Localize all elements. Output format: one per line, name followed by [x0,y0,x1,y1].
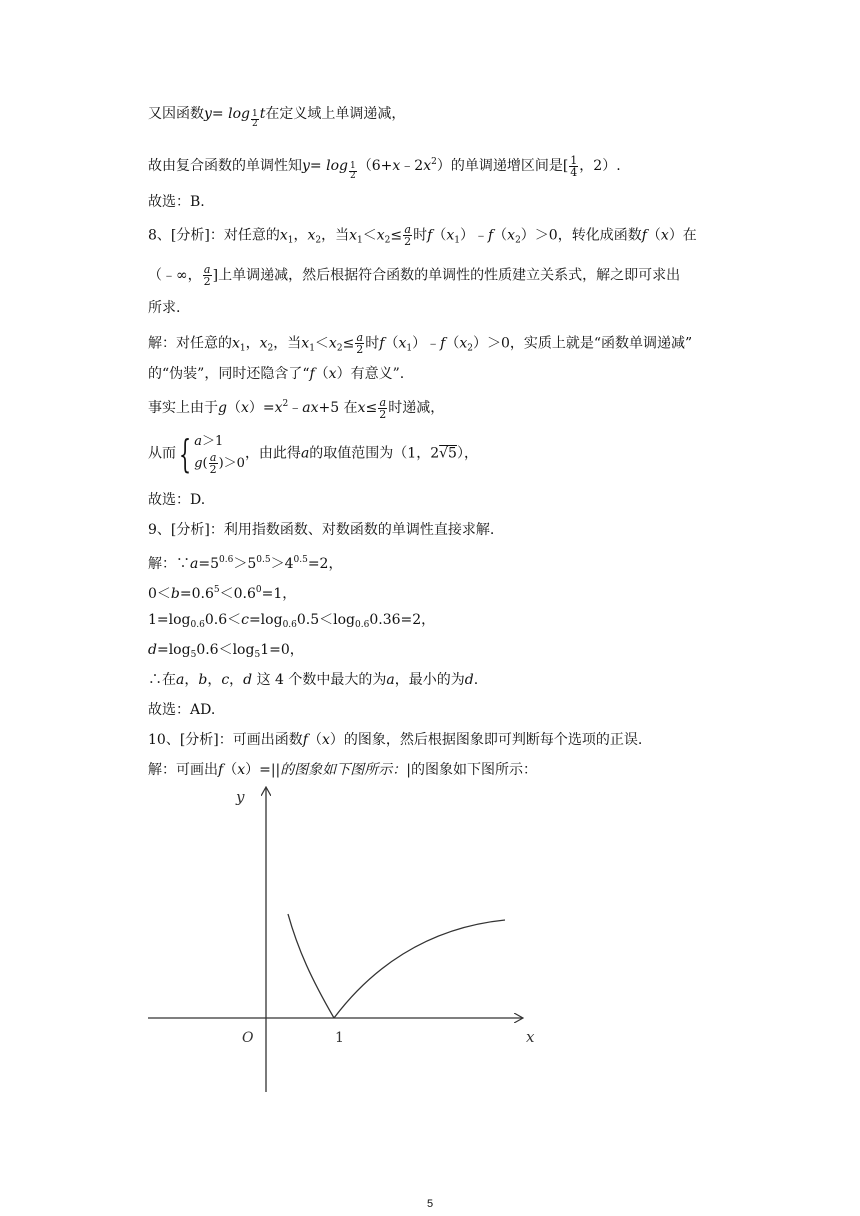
text: 这 4 个数中最大的为 [256,672,387,688]
subscript: 5 [190,650,197,660]
var-a: a [194,434,202,449]
var-a: a [190,556,199,572]
var-x: x [423,158,432,174]
line-15 [148,610,435,635]
text: =2， [307,556,343,572]
var-x: x [392,158,401,174]
line-1 [148,104,405,129]
var-x1: x [349,227,358,244]
text: 时 [413,227,428,244]
var-x1: x [446,227,455,244]
text: （ [223,762,238,778]
text: 时 [365,335,380,352]
var-x: x [237,762,246,778]
fraction-a-half [209,452,218,475]
text: = [211,106,229,122]
subscript: 2 [315,235,322,246]
var-f: f [427,227,433,244]
subscript: 1 [406,343,413,354]
text: （ [307,732,322,748]
var-x1: x [398,335,407,352]
denominator: 2 [251,119,258,129]
text: 0＜ [148,586,171,602]
text: ）﹣ [412,335,441,352]
text: ）=| [245,762,276,778]
line-6: 所求. [148,300,181,316]
line-13 [148,550,342,574]
text: ， [184,672,199,688]
text: 10、[分析]：可画出函数 [148,732,303,748]
text: （6+ [357,158,393,174]
text: = [309,158,327,174]
text: ， [207,672,222,688]
text: （﹣∞， [148,267,202,284]
text: ≤ [390,227,403,244]
subscript: 1 [287,235,294,246]
text: 0.6＜log [196,642,255,658]
line-17 [148,670,478,690]
sqrt-five: √5 [439,445,457,462]
text: =log [156,642,191,658]
system-row-1 [194,432,245,452]
line-20 [148,760,537,780]
var-x: x [310,400,319,416]
var-lgx: |的图象如下图所示： [275,762,407,778]
text: 8、[分析]：对任意的 [148,227,280,244]
text: ）， [456,445,478,462]
var-f: f [309,366,315,382]
curve-left-branch [288,914,334,1018]
var-x: x [328,366,337,382]
log-symbol: log [326,158,348,174]
var-x2: x [259,335,268,352]
text: （ [493,227,508,244]
numerator: 1 [349,161,356,171]
denominator: 2 [356,343,364,356]
text: ）在 [668,227,697,244]
var-x2: x [459,335,468,352]
subscript: 2 [267,343,274,354]
text: ≤ [342,335,355,352]
text: 时递减， [388,400,445,416]
var-b: b [170,586,180,602]
subscript: 1 [357,235,363,246]
var-f: f [379,335,385,352]
denominator: 2 [404,235,412,248]
exponent: 0.5 [256,555,271,565]
denominator: 2 [379,407,387,421]
numerator: 1 [570,153,578,167]
subscript: 0.6 [282,620,297,630]
text: 在定义域上单调递减， [265,106,406,122]
tick-label-one: 1 [335,1030,344,1046]
text: 事实上由于 [148,400,218,416]
var-d: d [243,672,253,688]
text: ）的图象，然后根据图象即可判断每个选项的正误. [329,732,643,748]
text: （ [445,335,460,352]
line-12: 9、[分析]：利用指数函数、对数函数的单调性直接求解. [148,522,495,538]
text: ）= [248,400,275,416]
line-14 [148,580,296,604]
var-g: g [194,456,203,471]
exponent: 2 [282,399,289,409]
text: 0.6＜ [204,612,242,628]
exponent: 5 [213,585,220,595]
fraction-a-half [203,264,212,287]
text: ）＞0，实质上就是“函数单调递减” [472,335,693,352]
line-5 [148,264,680,287]
text: ＜ [362,227,377,244]
text: （ [384,335,399,352]
var-x1: x [279,227,288,244]
text: ，由此得 [244,445,301,462]
function-graph [140,780,560,1100]
var-x: x [274,400,283,416]
line-4 [148,224,697,251]
left-brace-icon: { [179,431,192,476]
line-7 [148,332,692,359]
text: 的“伪装”，同时还隐含了“ [148,366,310,382]
var-t: t [259,106,266,122]
text: ]上单调递减，然后根据符合函数的单调性的性质建立关系式，解之即可求出 [212,267,681,284]
text: （ [432,227,447,244]
text: =1， [261,586,297,602]
var-d: d [148,642,157,658]
line-2 [148,152,621,181]
x-axis-label: x [526,1028,535,1046]
var-x: x [321,732,330,748]
text: ＜0.6 [219,586,256,602]
exponent: 2 [431,157,437,167]
numerator: a [356,331,364,344]
text: 1=log [148,612,191,628]
var-x2: x [376,227,385,244]
line-10 [148,432,478,475]
var-x: x [660,227,669,244]
var-c: c [221,672,230,688]
text: ﹣ [288,400,303,416]
var-y: y [302,158,310,174]
numerator: a [379,395,387,409]
text: 解：可画出 [148,762,218,778]
text: 0.36=2， [369,612,436,628]
text: 从而 [148,445,176,462]
subscript: 1 [239,343,246,354]
numerator: a [209,451,217,464]
subscript: 2 [336,343,343,354]
denominator: 2 [349,171,356,181]
log-symbol: log [228,106,250,122]
text: =log [248,612,283,628]
var-y: y [204,106,212,122]
text: ，最小的为 [394,672,465,688]
fraction-half [349,162,357,181]
text: 的取值范围为（1，2 [309,445,440,462]
fraction-half [251,110,259,129]
curve-right-branch [334,920,505,1018]
text: =0.6 [179,586,214,602]
fraction-a-half [355,332,364,355]
exponent: 0.6 [219,555,234,565]
text: )＞0 [218,456,245,471]
text: ，当 [273,335,302,352]
fraction-quarter [569,155,578,178]
subscript: 0.6 [190,620,205,630]
var-f: f [302,732,308,748]
text: 1=0， [260,642,304,658]
text: ）﹣ [459,227,488,244]
text: ）的单调递增区间是[ [436,158,569,174]
line-18: 故选：AD. [148,702,216,718]
var-g: g [218,400,227,416]
origin-label: O [242,1030,254,1046]
var-x1: x [232,335,240,352]
var-a: a [302,400,311,416]
line-19 [148,730,642,750]
text: |的图象如下图所示： [406,762,537,778]
subscript: 2 [467,343,473,354]
y-axis-label: y [236,788,245,806]
text: 故由复合函数的单调性知 [148,158,302,174]
text: ( [202,456,208,471]
var-a: a [386,672,395,688]
denominator: 4 [570,165,578,179]
var-x2: x [307,227,316,244]
system-row-2 [194,452,245,475]
text: ， [229,672,244,688]
var-x: x [240,400,249,416]
text: ，当 [321,227,350,244]
text: . [473,672,479,688]
text: ）有意义”. [336,366,405,382]
text: ∴在 [148,672,176,688]
fraction-a-half [403,224,412,247]
var-a: a [176,672,185,688]
text: =5 [198,556,219,572]
fraction-a-half [378,397,387,420]
inequality-system [194,432,245,475]
subscript: 2 [515,235,521,246]
subscript: 1 [309,343,315,354]
text: ≤ [365,400,378,416]
page-number: 5 [426,1198,434,1210]
subscript: 5 [254,650,261,660]
text: ，2）. [579,158,621,174]
text: （ [646,227,661,244]
denominator: 2 [203,275,211,288]
var-x: x [357,400,366,416]
text: 解：∵ [148,556,190,572]
text: （ [226,400,241,416]
text: ， [293,227,308,244]
exponent: 0.5 [293,555,308,565]
numerator: a [203,263,211,276]
numerator: 1 [251,109,258,119]
text: ＞5 [233,556,257,572]
denominator: 2 [209,463,217,476]
var-f: f [487,227,494,244]
text: ， [245,335,260,352]
text: ＞4 [270,556,294,572]
exponent: 0 [255,585,262,595]
text: +5 在 [318,400,358,416]
text: （ [314,366,329,382]
text: 0.5＜log [296,612,356,628]
var-x2: x [507,227,516,244]
numerator: a [404,223,411,236]
var-f: f [440,335,446,352]
text: ）＞0，转化成函数 [520,227,642,244]
var-f: f [218,762,224,778]
var-x2: x [328,335,337,352]
var-b: b [198,672,208,688]
var-f: f [641,227,647,244]
text: ﹣2 [400,158,424,174]
text: 解：对任意的 [148,335,232,352]
line-11: 故选：D. [148,492,206,508]
line-9 [148,394,444,420]
var-d: d [464,672,474,688]
subscript: 2 [384,235,391,246]
var-a: a [300,445,310,462]
subscript: 1 [454,235,460,246]
text: ＜ [314,335,329,352]
text: 又因函数 [148,106,204,122]
line-3: 故选：B. [148,194,205,210]
var-x1: x [301,335,310,352]
var-c: c [241,612,249,628]
subscript: 0.6 [355,620,370,630]
line-8 [148,364,404,384]
line-16 [148,640,304,665]
text: ＞1 [201,434,224,449]
